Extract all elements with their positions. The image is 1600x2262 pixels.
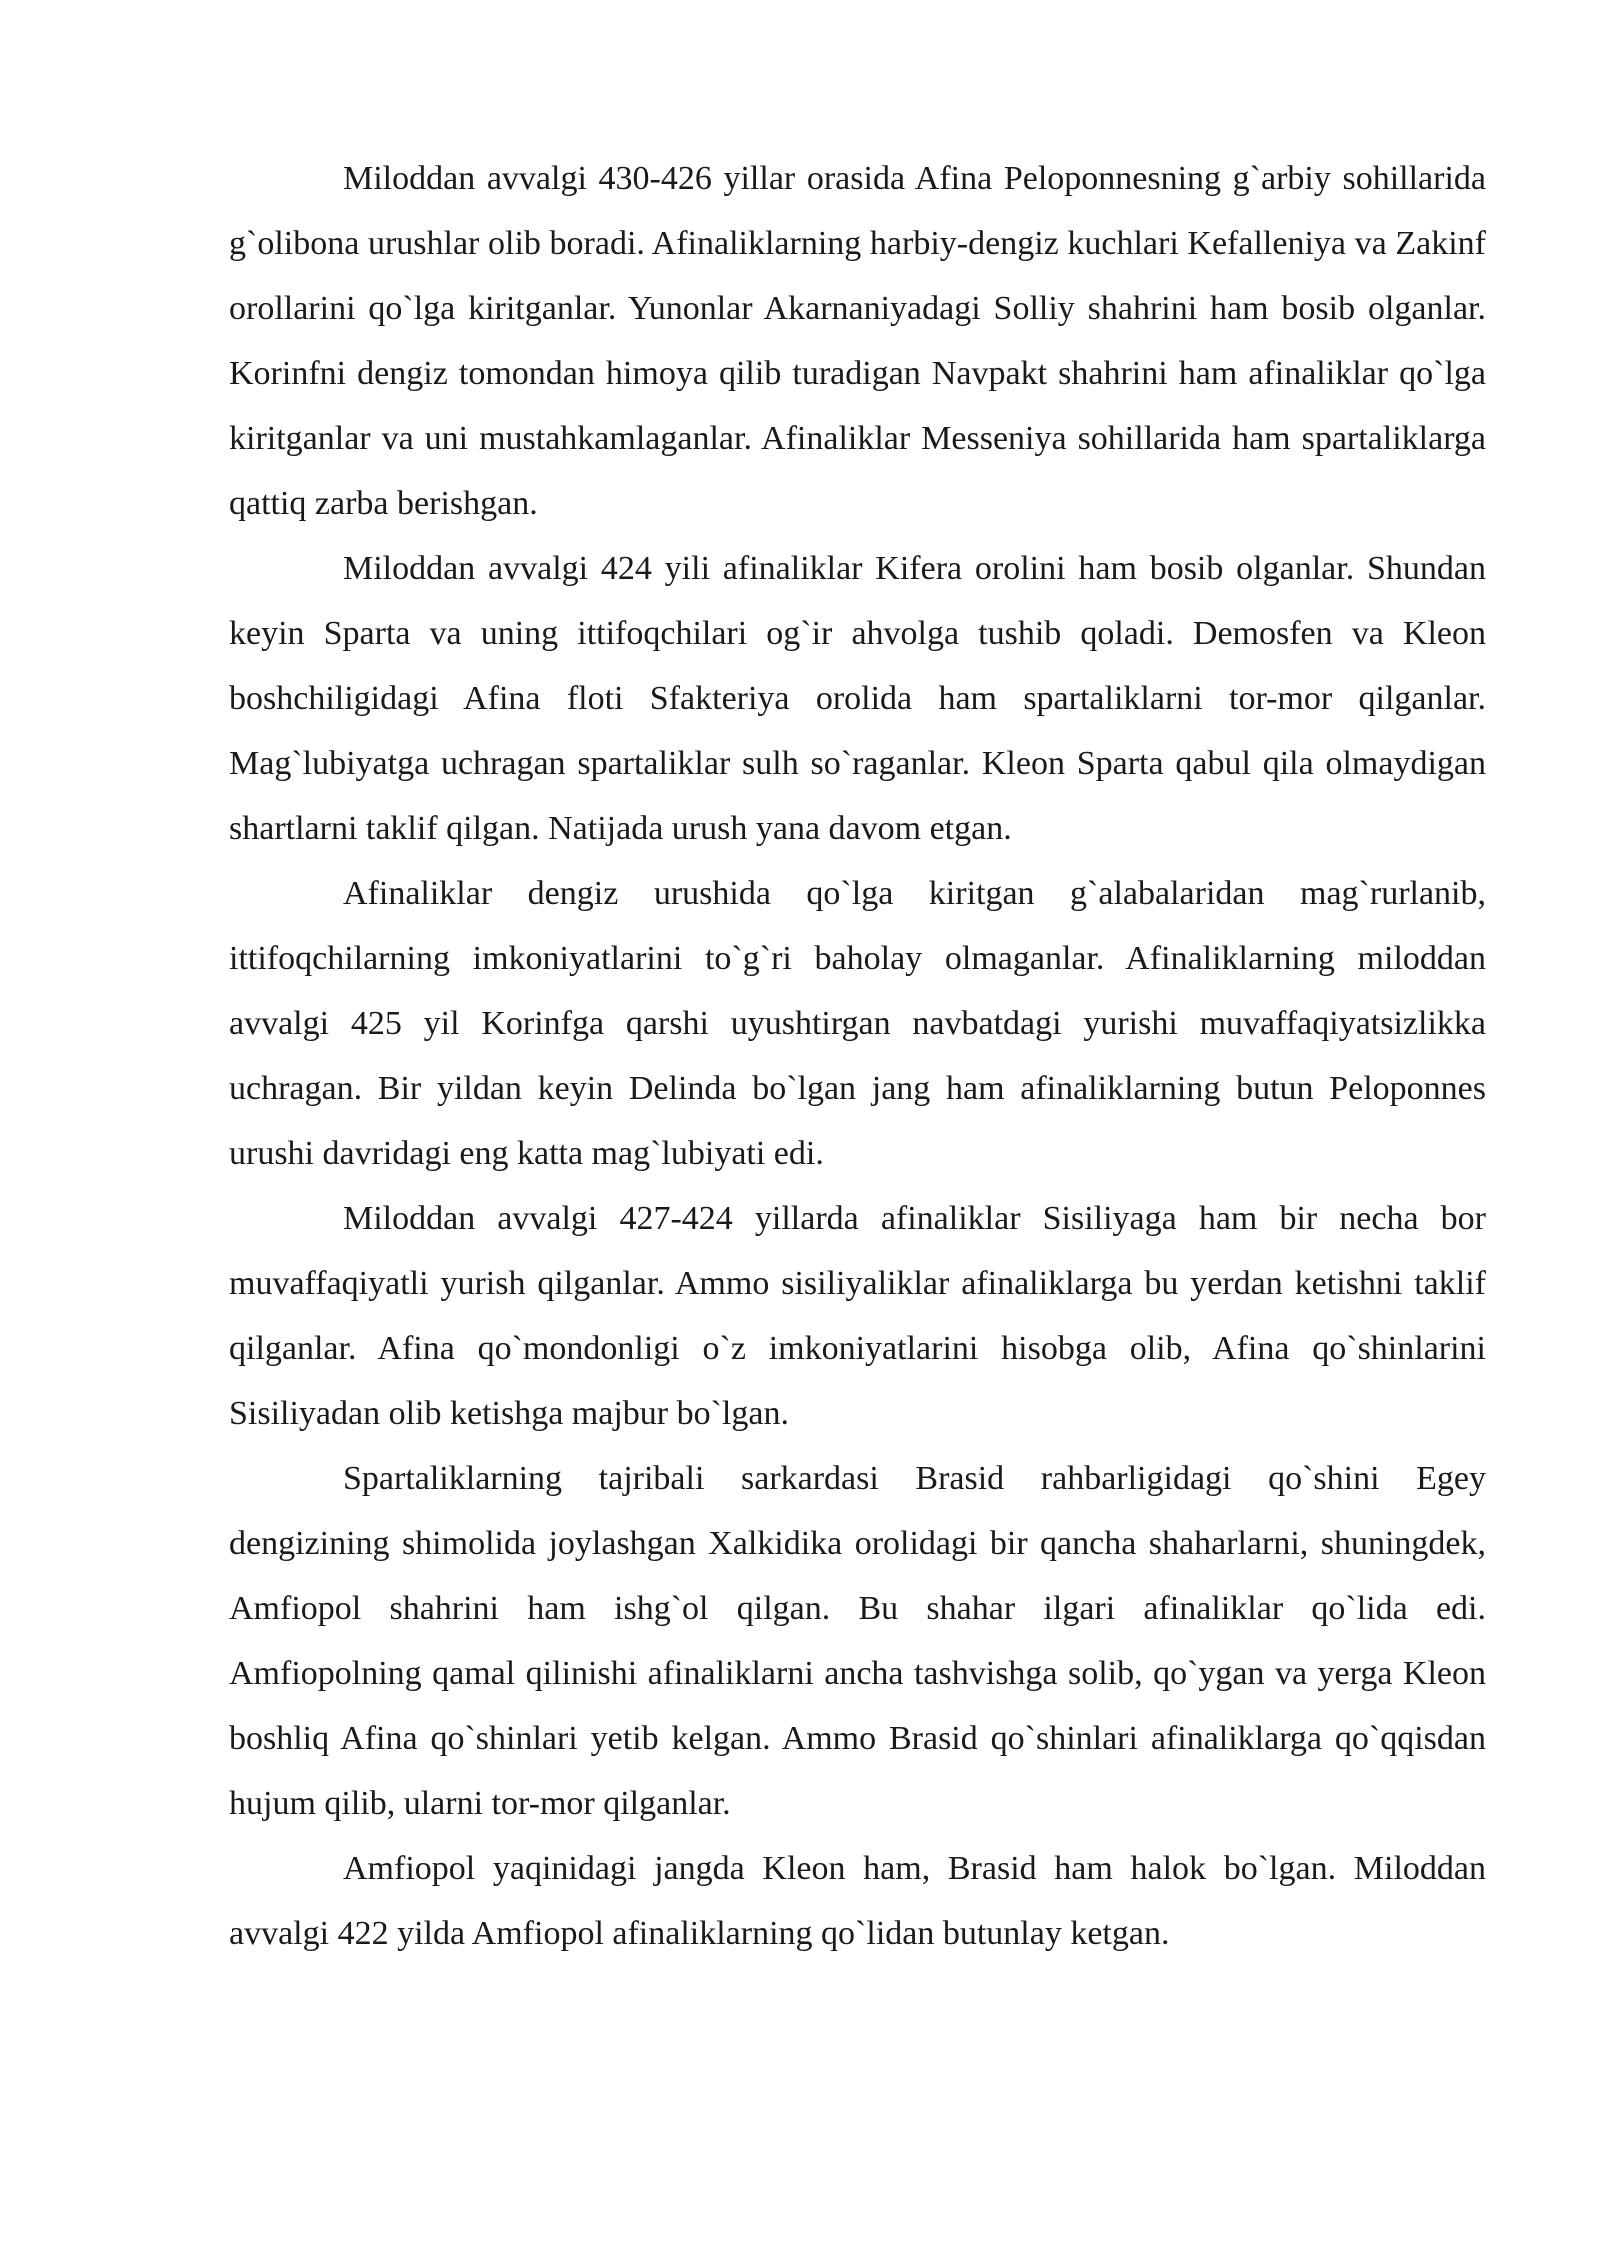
paragraph: Miloddan avvalgi 424 yili afinaliklar Kifera orolini ham bosib olganlar. Shundan keyin Sparta va uning ittifoqchilari og`ir ahvolga tushib qoladi. Demosfen va Kleon boshchiligidagi Afina floti Sfakteriya orolida ham spartaliklarni tor-mor qilganlar. Mag`lubiyatga uchragan spartaliklar sulh so`raganlar. Kleon Sparta qabul qila olmaydigan shartlarni taklif qilgan. Natijada urush yana davom etgan.	[229, 550, 1486, 847]
paragraph: Miloddan avvalgi 430-426 yillar orasida Afina Peloponnesning g`arbiy sohillarida g`olibona urushlar olib boradi. Afinaliklarning harbiy-dengiz kuchlari Kefalleniya va Zakinf orollarini qo`lga kiritganlar. Yunonlar Akarnaniyadagi Solliy shahrini ham bosib olganlar. Korinfni dengiz tomondan himoya qilib turadigan Navpakt shahrini ham afinaliklar qo`lga kiritganlar va uni mustahkamlaganlar. Afinaliklar Messeniya sohillarida ham spartaliklarga qattiq zarba berishgan.	[229, 160, 1486, 522]
paragraph: Amfiopol yaqinidagi jangda Kleon ham, Brasid ham halok bo`lgan. Miloddan avvalgi 422 yilda Amfiopol afinaliklarning qo`lidan butunlay ketgan.	[229, 1850, 1486, 1952]
document-page	[229, 146, 1486, 1966]
paragraph: Miloddan avvalgi 427-424 yillarda afinaliklar Sisiliyaga ham bir necha bor muvaffaqiyatli yurish qilganlar. Ammo sisiliyaliklar afinaliklarga bu yerdan ketishni taklif qilganlar. Afina qo`mondonligi o`z imkoniyatlarini hisobga olib, Afina qo`shinlarini Sisiliyadan olib ketishga majbur bo`lgan.	[229, 1200, 1486, 1432]
paragraph: Spartaliklarning tajribali sarkardasi Brasid rahbarligidagi qo`shini Egey dengizining shimolida joylashgan Xalkidika orolidagi bir qancha shaharlarni, shuningdek, Amfiopol shahrini ham ishg`ol qilgan. Bu shahar ilgari afinaliklar qo`lida edi. Amfiopolning qamal qilinishi afinaliklarni ancha tashvishga solib, qo`ygan va yerga Kleon boshliq Afina qo`shinlari yetib kelgan. Ammo Brasid qo`shinlari afinaliklarga qo`qqisdan hujum qilib, ularni tor-mor qilganlar.	[229, 1460, 1486, 1822]
paragraph: Afinaliklar dengiz urushida qo`lga kiritgan g`alabalaridan mag`rurlanib, ittifoqchilarning imkoniyatlarini to`g`ri baholay olmaganlar. Afinaliklarning miloddan avvalgi 425 yil Korinfga qarshi uyushtirgan navbatdagi yurishi muvaffaqiyatsizlikka uchragan. Bir yildan keyin Delinda bo`lgan jang ham afinaliklarning butun Peloponnes urushi davridagi eng katta mag`lubiyati edi.	[229, 875, 1486, 1172]
